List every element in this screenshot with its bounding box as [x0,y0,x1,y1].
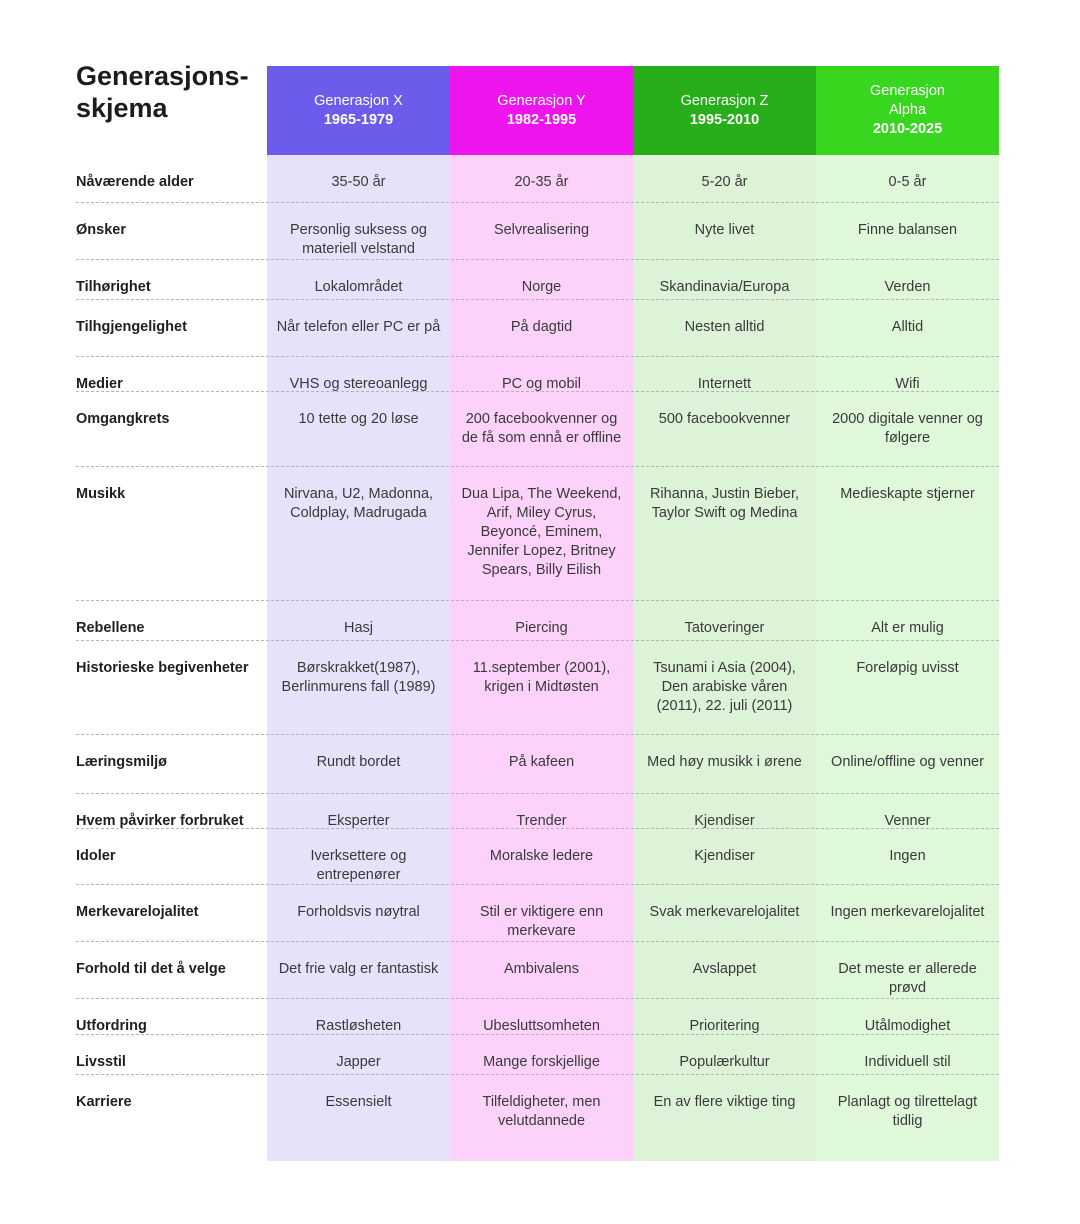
header-gen-alpha [816,66,999,155]
row-label: Utfordring [76,1018,147,1034]
row-label: Musikk [76,486,126,502]
row-label: Ønsker [76,222,126,238]
table-cell: Iverksettere og entrepenører [310,848,407,883]
table-cell: Hasj [343,620,373,636]
table-row [76,357,999,392]
table-cell: 5-20 år [701,174,748,190]
table-cell: 200 facebookvenner og de få som ennå er offline [461,411,622,446]
header-gen-x-name: Generasjon X [314,92,403,109]
table-cell: På kafeen [508,754,575,770]
table-cell: Nirvana, U2, Madonna, Coldplay, Madrugada [283,486,434,521]
table-cell: Medieskapte stjerner [840,486,975,502]
table-cell: Nesten alltid [684,319,765,335]
title-line-1: Generasjons- [76,61,249,91]
header-gen-z [633,66,816,155]
table-cell: Planlagt og tilrettelagt tidlig [837,1094,978,1129]
table-cell: En av flere viktige ting [653,1094,796,1110]
table-cell: Alltid [891,319,924,335]
table-cell: Selvrealisering [493,222,590,238]
header-gen-y [450,66,633,155]
table-cell: Kjendiser [694,813,755,829]
table-cell: Rihanna, Justin Bieber, Taylor Swift og Medina [649,486,800,521]
table-cell: Kjendiser [694,848,755,864]
table-cell: Dua Lipa, The Weekend, Arif, Miley Cyrus, Beyoncé, Eminem, Jennifer Lopez, Britney Spears, Billy Eilish [461,486,622,578]
table-cell: Skandinavia/Europa [659,279,790,295]
table-row [76,300,999,357]
table-cell: 2000 digitale venner og følgere [832,411,983,446]
row-label: Merkevarelojalitet [76,904,199,920]
table-row [76,467,999,601]
table-row [76,1035,999,1075]
table-row [76,885,999,942]
table-cell: Ingen [889,848,926,864]
row-label: Hvem påvirker forbruket [76,813,244,829]
table-cell: Mange forskjellige [483,1054,600,1070]
header-gen-x-years: 1965-1979 [323,111,394,128]
row-label: Historieske begivenheter [76,660,249,676]
table-cell: Tilfeldigheter, men velutdannede [482,1094,601,1129]
table-cell: 500 facebookvenner [658,411,791,427]
table-cell: Med høy musikk i ørene [647,754,802,770]
table-cell: Personlig suksess og materiell velstand [289,222,427,257]
row-label: Idoler [76,848,116,864]
header-gen-y-name: Generasjon Y [497,92,586,109]
row-label: Nåværende alder [76,174,194,190]
row-label: Omgangkrets [76,411,170,427]
table-row [76,829,999,885]
header-gen-z-name: Generasjon Z [680,92,769,109]
table-cell: Internett [697,376,752,392]
table-cell: Stil er viktigere enn merkevare [479,904,604,939]
table-row [76,641,999,735]
generation-table [76,155,999,1161]
table-cell: Trender [516,813,567,829]
table-cell: Japper [336,1054,381,1070]
table-cell: Alt er mulig [871,620,944,636]
table-cell: Det meste er allerede prøvd [838,961,977,996]
table-cell: Individuell stil [864,1054,951,1070]
table-cell: På dagtid [510,319,573,335]
table-row [76,999,999,1035]
row-label: Tilhørighet [76,279,151,295]
row-label: Livsstil [76,1054,126,1070]
row-label: Forhold til det å velge [76,961,226,977]
table-cell: Forholdsvis nøytral [297,904,420,920]
table-row [76,1075,999,1161]
table-cell: Prioritering [689,1018,760,1034]
table-cell: Børskrakket(1987), Berlinmurens fall (1989) [281,660,436,695]
table-row [76,392,999,467]
table-row [76,203,999,260]
table-cell: Norge [521,279,562,295]
table-cell: Ubesluttsomheten [483,1018,600,1034]
table-cell: Moralske ledere [489,848,594,864]
table-cell: Avslappet [692,961,757,977]
table-cell: Online/offline og venner [831,754,984,770]
header-gen-y-years: 1982-1995 [506,111,577,128]
table-cell: Rastløsheten [315,1018,402,1034]
table-cell: Svak merkevarelojalitet [649,904,800,920]
table-cell: PC og mobil [502,376,581,392]
table-cell: Essensielt [325,1094,392,1110]
table-cell: 10 tette og 20 løse [298,411,419,427]
table-cell: Populærkultur [679,1054,770,1070]
table-cell: Tsunami i Asia (2004), Den arabiske våren (2011), 22. juli (2011) [653,660,796,714]
table-cell: 20-35 år [514,174,569,190]
table-cell: Ambivalens [504,961,579,977]
row-label: Tilhgjengelighet [76,319,187,335]
table-cell: Rundt bordet [316,754,401,770]
table-cell: Foreløpig uvisst [856,660,959,676]
table-cell: Piercing [515,620,568,636]
table-cell: 35-50 år [331,174,386,190]
table-cell: Verden [884,279,931,295]
table-cell: Utålmodighet [864,1018,951,1034]
table-cell: Eksperter [327,813,390,829]
table-cell: Ingen merkevarelojalitet [830,904,985,920]
table-cell: Når telefon eller PC er på [276,319,441,335]
title-line-2: skjema [76,93,168,123]
table-cell: 0-5 år [888,174,927,190]
header-gen-z-years: 1995-2010 [689,111,760,128]
table-cell: Lokalområdet [314,279,403,295]
table-cell: Wifi [895,376,920,392]
table-row [76,155,999,203]
table-cell: VHS og stereoanlegg [289,376,428,392]
header-gen-x [267,66,450,155]
row-label: Karriere [76,1094,132,1110]
table-cell: Finne balansen [857,222,958,238]
row-label: Læringsmiljø [76,754,168,770]
table-row [76,942,999,999]
table-cell: Nyte livet [694,222,755,238]
table-row [76,260,999,300]
page-title [76,60,256,124]
table-row [76,735,999,794]
table-row [76,794,999,829]
table-row [76,601,999,641]
header-gen-alpha-name: Generasjon Alpha [870,83,945,118]
table-cell: Tatoveringer [684,620,765,636]
row-label: Rebellene [76,620,145,636]
table-cell: Det frie valg er fantastisk [278,961,439,977]
table-cell: 11.september (2001), krigen i Midtøsten [472,660,611,695]
row-label: Medier [76,376,123,392]
table-cell: Venner [884,813,931,829]
header-gen-alpha-years: 2010-2025 [872,121,943,137]
